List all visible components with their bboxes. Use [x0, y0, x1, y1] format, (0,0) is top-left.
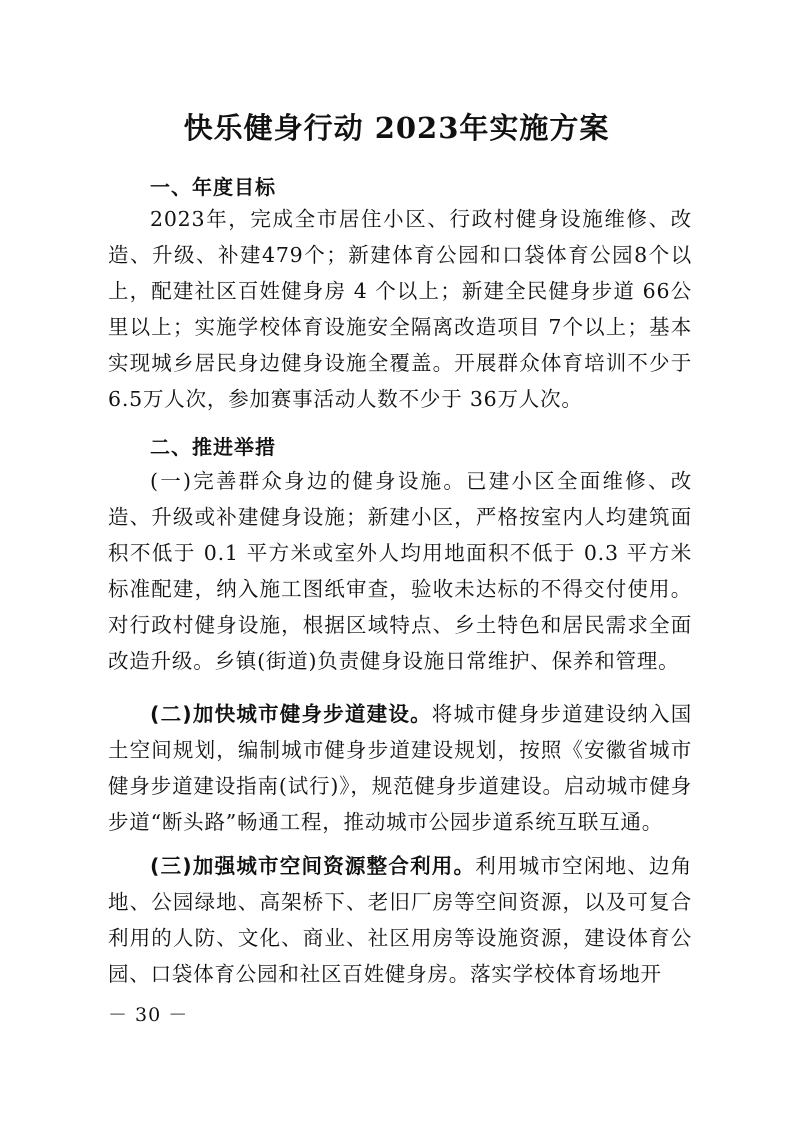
- measure-2-body: 将城市健身步道建设纳入国土空间规划，编制城市健身步道建设规划，按照《安徽省城市健身步道建设指南(试行)》，规范健身步道建设。启动城市健身步道“断头路”畅通工程，推动城市公园步道系统互联互通。: [108, 702, 692, 834]
- paragraph-measure-3: [108, 848, 692, 992]
- section-heading-measures: 二、推进举措: [150, 435, 276, 459]
- section-heading-annual-goals: 一、年度目标: [150, 175, 276, 199]
- page-number: － 30 －: [108, 1004, 189, 1026]
- paragraph-measure-1: (一)完善群众身边的健身设施。已建小区全面维修、改造、升级或补建健身设施；新建小区，严格按室内人均建筑面积不低于 0.1 平方米或室外人均用地面积不低于 0.3 平方米标准配建，纳入施工图纸审查，验收未达标的不得交付使用。对行政村健身设施，根据区域特点、乡土特色和居民需求全面改造升级。乡镇(街道)负责健身设施日常维护、保养和管理。: [108, 469, 692, 673]
- measure-2-lead: (二)加快城市健身步道建设。: [150, 702, 432, 726]
- measure-3-body: 利用城市空闲地、边角地、公园绿地、高架桥下、老旧厂房等空间资源，以及可复合利用的人防、文化、商业、社区用房等设施资源，建设体育公园、口袋体育公园和社区百姓健身房。落实学校体育场地开: [108, 854, 692, 986]
- page-title: 快乐健身行动 2023年实施方案: [183, 111, 610, 145]
- measure-3-lead: (三)加强城市空间资源整合利用。: [150, 854, 476, 878]
- paragraph-measure-2: [108, 696, 692, 840]
- paragraph-annual-goals: 2023年，完成全市居住小区、行政村健身设施维修、改造、升级、补建479个；新建体育公园和口袋体育公园8个以上，配建社区百姓健身房 4 个以上；新建全民健身步道 66公里以上；实施学校体育设施安全隔离改造项目 7个以上；基本实现城乡居民身边健身设施全覆盖。开展群众体育培训不少于 6.5万人次，参加赛事活动人数不少于 36万人次。: [108, 207, 692, 411]
